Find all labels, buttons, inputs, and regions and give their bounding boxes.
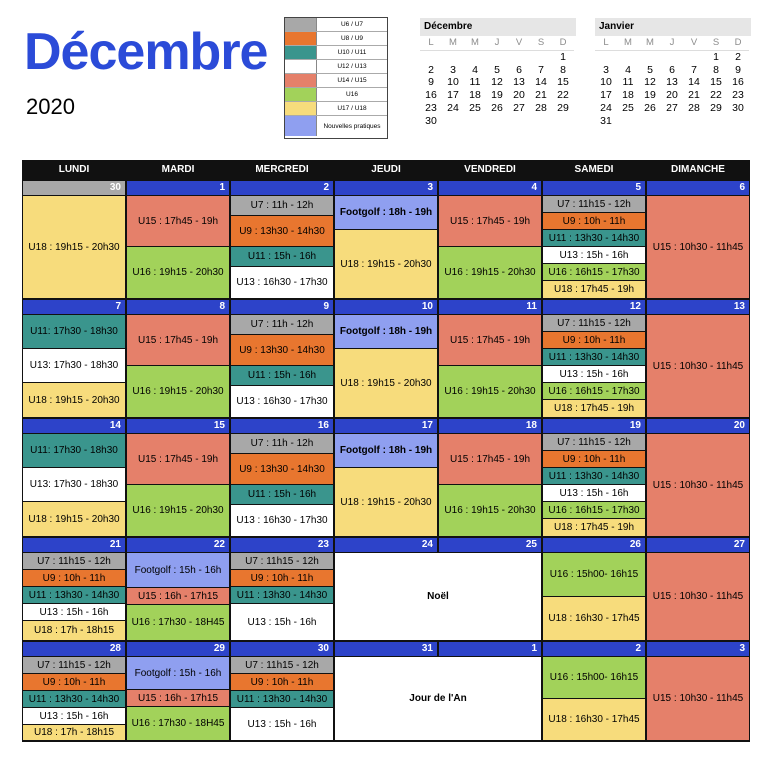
training-slot[interactable]: Footgolf : 18h - 19h — [335, 196, 437, 229]
mini-day: 19 — [644, 89, 656, 102]
mini-day-empty — [486, 51, 508, 64]
training-slot[interactable]: U7 : 11h - 12h — [231, 315, 333, 334]
mini-day: 7 — [538, 63, 544, 76]
weekday-initial: M — [442, 37, 464, 51]
weekday-header-samedi: SAMEDI — [574, 164, 614, 175]
legend-swatch — [285, 88, 317, 101]
year-label: 2020 — [26, 94, 75, 119]
training-slot[interactable]: U13 : 15h - 16h — [23, 708, 125, 724]
mini-day: 19 — [491, 89, 503, 102]
day-number-bar: 31 — [335, 642, 437, 656]
mini-day: 22 — [710, 89, 722, 102]
mini-day: 9 — [428, 76, 434, 89]
legend-label: Nouvelles pratiques — [323, 122, 381, 130]
mini-calendar-grid — [595, 37, 751, 128]
training-slot[interactable]: U15 : 17h45 - 19h — [439, 434, 541, 484]
day-number-bar: 5 — [543, 181, 645, 195]
training-slot[interactable]: U15 : 10h30 - 11h45 — [647, 315, 749, 417]
training-slot[interactable]: U18 : 19h15 - 20h30 — [23, 383, 125, 417]
training-slot[interactable]: U16 : 16h15 - 17h30 — [543, 502, 645, 518]
training-slot[interactable]: U15 : 16h - 17h15 — [127, 588, 229, 604]
mini-day: 30 — [732, 101, 744, 114]
month-calendar — [22, 160, 750, 742]
weekday-header-jeudi: JEUDI — [371, 164, 401, 175]
training-slot[interactable]: U11 : 15h - 16h — [231, 366, 333, 385]
day-number-bar: 19 — [543, 419, 645, 433]
mini-day: 23 — [425, 101, 437, 114]
training-slot[interactable]: U13 : 15h - 16h — [23, 604, 125, 620]
weekday-header-mercredi: MERCREDI — [255, 164, 309, 175]
training-slot[interactable]: U11 : 13h30 - 14h30 — [231, 691, 333, 707]
mini-day: 25 — [469, 101, 481, 114]
mini-day: 1 — [560, 50, 566, 63]
training-slot[interactable]: U7 : 11h - 12h — [231, 196, 333, 215]
training-slot[interactable]: U18 : 17h45 - 19h — [543, 519, 645, 536]
day-number-bar: 24 — [335, 538, 437, 552]
mini-day: 21 — [688, 89, 700, 102]
mini-day: 28 — [535, 101, 547, 114]
mini-day-empty — [683, 51, 705, 64]
training-slot[interactable]: U7 : 11h15 - 12h — [23, 657, 125, 673]
mini-day: 2 — [428, 63, 434, 76]
mini-day-empty — [420, 51, 442, 64]
mini-day: 17 — [600, 89, 612, 102]
day-number-bar: 10 — [335, 300, 437, 314]
mini-day: 7 — [691, 63, 697, 76]
legend-label: U14 / U15 — [337, 77, 367, 84]
legend-swatch — [285, 116, 317, 136]
day-number-bar: 2 — [231, 181, 333, 195]
legend-row — [285, 88, 387, 102]
weekday-initial: S — [705, 37, 727, 51]
mini-day: 20 — [666, 89, 678, 102]
training-slot[interactable]: U11 : 13h30 - 14h30 — [543, 468, 645, 484]
training-slot[interactable]: U11 : 15h - 16h — [231, 485, 333, 504]
legend-row — [285, 74, 387, 88]
mini-day: 13 — [513, 76, 525, 89]
weekday-initial: J — [486, 37, 508, 51]
training-slot[interactable]: U18 : 19h15 - 20h30 — [335, 230, 437, 298]
training-slot[interactable]: U9 : 13h30 - 14h30 — [231, 454, 333, 484]
mini-day: 6 — [516, 63, 522, 76]
day-number-bar: 3 — [647, 642, 749, 656]
mini-day: 25 — [622, 101, 634, 114]
mini-day: 21 — [535, 89, 547, 102]
weekday-initial: M — [464, 37, 486, 51]
mini-day: 4 — [472, 63, 478, 76]
mini-day-empty — [508, 51, 530, 64]
day-number-bar: 22 — [127, 538, 229, 552]
legend-row — [285, 46, 387, 60]
training-slot[interactable]: U7 : 11h - 12h — [231, 434, 333, 453]
mini-day: 28 — [688, 101, 700, 114]
legend-swatch — [285, 32, 317, 45]
training-slot[interactable]: U9 : 10h - 11h — [543, 451, 645, 467]
mini-calendar-title: Janvier — [595, 18, 751, 36]
legend-row — [285, 116, 387, 136]
training-slot[interactable]: U9 : 13h30 - 14h30 — [231, 216, 333, 246]
day-number-bar: 29 — [127, 642, 229, 656]
training-slot[interactable]: U15 : 10h30 - 11h45 — [647, 196, 749, 298]
mini-day: 24 — [447, 101, 459, 114]
training-slot[interactable]: U16 : 17h30 - 18H45 — [127, 605, 229, 640]
mini-day: 23 — [732, 89, 744, 102]
legend-row — [285, 32, 387, 46]
training-slot[interactable]: U16 : 19h15 - 20h30 — [439, 247, 541, 298]
day-number-bar: 16 — [231, 419, 333, 433]
training-slot[interactable]: U18 : 19h15 - 20h30 — [23, 502, 125, 536]
mini-day: 4 — [625, 63, 631, 76]
mini-day: 14 — [688, 76, 700, 89]
weekday-initial: L — [595, 37, 617, 51]
training-slot[interactable]: U13: 17h30 - 18h30 — [23, 468, 125, 501]
day-number-bar: 15 — [127, 419, 229, 433]
mini-day: 12 — [491, 76, 503, 89]
mini-day: 1 — [713, 50, 719, 63]
training-slot[interactable]: U18 : 19h15 - 20h30 — [335, 468, 437, 536]
day-number-bar: 6 — [647, 181, 749, 195]
day-number-bar: 7 — [23, 300, 125, 314]
training-slot[interactable]: U11: 17h30 - 18h30 — [23, 315, 125, 348]
legend-label: U6 / U7 — [340, 21, 364, 28]
training-slot[interactable]: U11 : 13h30 - 14h30 — [23, 587, 125, 603]
training-slot[interactable]: Footgolf : 18h - 19h — [335, 315, 437, 348]
training-slot[interactable]: U18 : 16h30 - 17h45 — [543, 699, 645, 740]
mini-day: 15 — [557, 76, 569, 89]
training-slot[interactable]: U18 : 16h30 - 17h45 — [543, 597, 645, 640]
mini-day: 16 — [732, 76, 744, 89]
mini-day-empty — [595, 51, 617, 64]
training-slot[interactable]: U13: 17h30 - 18h30 — [23, 349, 125, 382]
mini-day: 10 — [600, 76, 612, 89]
day-number-bar: 1 — [127, 181, 229, 195]
training-slot[interactable]: U13 : 15h - 16h — [543, 485, 645, 501]
mini-day: 27 — [666, 101, 678, 114]
weekday-header-lundi: LUNDI — [58, 164, 90, 175]
mini-day: 27 — [513, 101, 525, 114]
weekday-initial: J — [661, 37, 683, 51]
training-slot[interactable]: U13 : 16h30 - 17h30 — [231, 386, 333, 417]
mini-day: 12 — [644, 76, 656, 89]
training-slot[interactable]: U16 : 19h15 - 20h30 — [439, 366, 541, 417]
weekday-initial: L — [420, 37, 442, 51]
training-slot[interactable]: U16 : 19h15 - 20h30 — [127, 247, 229, 298]
mini-day: 3 — [450, 63, 456, 76]
weekday-header-vendredi: VENDREDI — [464, 164, 516, 175]
training-slot[interactable]: Footgolf : 15h - 16h — [127, 553, 229, 587]
mini-day: 30 — [425, 114, 437, 127]
legend-label: U12 / U13 — [337, 63, 367, 70]
mini-day: 13 — [666, 76, 678, 89]
day-number-bar: 30 — [231, 642, 333, 656]
mini-day: 16 — [425, 89, 437, 102]
training-slot[interactable]: U16 : 16h15 - 17h30 — [543, 383, 645, 399]
legend-swatch — [285, 74, 317, 87]
training-slot[interactable]: U16 : 19h15 - 20h30 — [127, 485, 229, 536]
training-slot[interactable]: U16 : 15h00- 16h15 — [543, 553, 645, 596]
mini-day-empty — [639, 51, 661, 64]
day-number-bar: 20 — [647, 419, 749, 433]
day-number-bar: 3 — [335, 181, 437, 195]
training-slot[interactable]: U9 : 13h30 - 14h30 — [231, 335, 333, 365]
weekday-initial: S — [530, 37, 552, 51]
training-slot[interactable]: U15 : 17h45 - 19h — [127, 434, 229, 484]
mini-day: 29 — [557, 101, 569, 114]
mini-day: 31 — [600, 114, 612, 127]
training-slot[interactable]: U15 : 17h45 - 19h — [127, 315, 229, 365]
training-slot[interactable]: U7 : 11h15 - 12h — [23, 553, 125, 569]
legend-row — [285, 18, 387, 32]
weekday-initial: M — [617, 37, 639, 51]
training-slot[interactable]: U11 : 13h30 - 14h30 — [543, 230, 645, 246]
day-number-bar: 12 — [543, 300, 645, 314]
weekday-initial: M — [639, 37, 661, 51]
training-slot[interactable]: U15 : 17h45 - 19h — [439, 315, 541, 365]
day-number-bar: 4 — [439, 181, 541, 195]
training-slot[interactable]: Footgolf : 18h - 19h — [335, 434, 437, 467]
mini-day: 17 — [447, 89, 459, 102]
legend-swatch — [285, 102, 317, 115]
mini-day: 22 — [557, 89, 569, 102]
day-number-bar: 25 — [439, 538, 541, 552]
training-slot[interactable]: U16 : 17h30 - 18H45 — [127, 707, 229, 740]
holiday-cell: Noël — [335, 553, 541, 640]
day-number-bar: 18 — [439, 419, 541, 433]
training-slot[interactable]: U18 : 17h45 - 19h — [543, 281, 645, 298]
day-number-bar: 27 — [647, 538, 749, 552]
mini-calendar-title: Décembre — [420, 18, 576, 36]
legend-swatch — [285, 60, 317, 73]
training-slot[interactable]: U9 : 10h - 11h — [231, 674, 333, 690]
mini-day-empty — [661, 51, 683, 64]
training-slot[interactable]: U7 : 11h15 - 12h — [543, 196, 645, 212]
weekday-initial: V — [683, 37, 705, 51]
training-slot[interactable]: U13 : 16h30 - 17h30 — [231, 267, 333, 298]
training-slot[interactable]: U11 : 13h30 - 14h30 — [231, 587, 333, 603]
mini-day: 5 — [494, 63, 500, 76]
mini-day: 26 — [644, 101, 656, 114]
training-slot[interactable]: U9 : 10h - 11h — [543, 332, 645, 348]
training-slot[interactable]: U16 : 16h15 - 17h30 — [543, 264, 645, 280]
mini-day: 14 — [535, 76, 547, 89]
training-slot[interactable]: Footgolf : 15h - 16h — [127, 657, 229, 689]
weekday-initial: D — [727, 37, 749, 51]
mini-day: 18 — [622, 89, 634, 102]
day-number-bar: 26 — [543, 538, 645, 552]
day-number-bar: 17 — [335, 419, 437, 433]
training-slot[interactable]: U18 : 17h - 18h15 — [23, 621, 125, 640]
training-slot[interactable]: U16 : 19h15 - 20h30 — [439, 485, 541, 536]
training-slot[interactable]: U9 : 10h - 11h — [543, 213, 645, 229]
mini-day: 6 — [669, 63, 675, 76]
training-slot[interactable]: U7 : 11h15 - 12h — [543, 315, 645, 331]
mini-day-empty — [617, 51, 639, 64]
training-slot[interactable]: U9 : 10h - 11h — [23, 674, 125, 690]
training-slot[interactable]: U18 : 17h45 - 19h — [543, 400, 645, 417]
mini-day: 2 — [735, 50, 741, 63]
mini-calendar-grid — [420, 37, 576, 128]
legend-label: U8 / U9 — [340, 35, 364, 42]
holiday-cell: Jour de l'An — [335, 657, 541, 740]
mini-day: 24 — [600, 101, 612, 114]
mini-day: 9 — [735, 63, 741, 76]
legend-row — [285, 102, 387, 116]
training-slot[interactable]: U11 : 13h30 - 14h30 — [23, 691, 125, 707]
mini-day: 8 — [560, 63, 566, 76]
training-slot[interactable]: U15 : 17h45 - 19h — [127, 196, 229, 246]
day-number-bar: 23 — [231, 538, 333, 552]
day-number-bar: 8 — [127, 300, 229, 314]
training-slot[interactable]: U7 : 11h15 - 12h — [231, 553, 333, 569]
training-slot[interactable]: U13 : 15h - 16h — [231, 604, 333, 640]
training-slot[interactable]: U13 : 16h30 - 17h30 — [231, 505, 333, 536]
day-number-bar: 13 — [647, 300, 749, 314]
training-slot[interactable]: U13 : 15h - 16h — [231, 708, 333, 740]
training-slot[interactable]: U13 : 15h - 16h — [543, 247, 645, 263]
legend-row — [285, 60, 387, 74]
day-number-bar: 28 — [23, 642, 125, 656]
legend-label: U17 / U18 — [337, 105, 367, 112]
legend-label: U16 — [346, 91, 358, 98]
training-slot[interactable]: U15 : 17h45 - 19h — [439, 196, 541, 246]
training-slot[interactable]: U9 : 10h - 11h — [23, 570, 125, 586]
training-slot[interactable]: U18 : 17h - 18h15 — [23, 725, 125, 740]
mini-day-empty — [442, 51, 464, 64]
training-slot[interactable]: U15 : 10h30 - 11h45 — [647, 553, 749, 640]
mini-day: 18 — [469, 89, 481, 102]
day-number-bar: 2 — [543, 642, 645, 656]
legend-label: U10 / U11 — [337, 49, 367, 56]
day-number-bar: 30 — [23, 181, 125, 195]
training-slot[interactable]: U11 : 13h30 - 14h30 — [543, 349, 645, 365]
training-slot[interactable]: U15 : 16h - 17h15 — [127, 690, 229, 706]
training-slot[interactable]: U11: 17h30 - 18h30 — [23, 434, 125, 467]
mini-day: 5 — [647, 63, 653, 76]
training-slot[interactable]: U15 : 10h30 - 11h45 — [647, 657, 749, 740]
training-slot[interactable]: U7 : 11h15 - 12h — [231, 657, 333, 673]
weekday-initial: D — [552, 37, 574, 51]
weekday-header-mardi: MARDI — [161, 164, 195, 175]
mini-day: 20 — [513, 89, 525, 102]
weekday-initial: V — [508, 37, 530, 51]
mini-calendar-decembre — [420, 18, 576, 128]
mini-day: 10 — [447, 76, 459, 89]
day-number-bar: 21 — [23, 538, 125, 552]
day-number-bar: 11 — [439, 300, 541, 314]
training-slot[interactable]: U18 : 19h15 - 20h30 — [335, 349, 437, 417]
legend — [284, 17, 388, 139]
training-slot[interactable]: U16 : 19h15 - 20h30 — [127, 366, 229, 417]
mini-calendar-janvier — [595, 18, 751, 128]
legend-swatch — [285, 18, 317, 31]
training-slot[interactable]: U13 : 15h - 16h — [543, 366, 645, 382]
mini-day: 3 — [603, 63, 609, 76]
mini-day: 11 — [622, 76, 634, 89]
training-slot[interactable]: U15 : 10h30 - 11h45 — [647, 434, 749, 536]
training-slot[interactable]: U7 : 11h15 - 12h — [543, 434, 645, 450]
training-slot[interactable]: U16 : 15h00- 16h15 — [543, 657, 645, 698]
training-slot[interactable]: U9 : 10h - 11h — [231, 570, 333, 586]
mini-day: 15 — [710, 76, 722, 89]
mini-day: 8 — [713, 63, 719, 76]
mini-day: 26 — [491, 101, 503, 114]
page-title: Décembre — [24, 23, 268, 81]
training-slot[interactable]: U11 : 15h - 16h — [231, 247, 333, 266]
training-slot[interactable]: U18 : 19h15 - 20h30 — [23, 196, 125, 298]
mini-day: 11 — [469, 76, 481, 89]
day-number-bar: 1 — [439, 642, 541, 656]
mini-day-empty — [530, 51, 552, 64]
mini-day-empty — [464, 51, 486, 64]
weekday-header-dimanche: DIMANCHE — [671, 164, 725, 175]
day-number-bar: 14 — [23, 419, 125, 433]
day-number-bar: 9 — [231, 300, 333, 314]
legend-swatch — [285, 46, 317, 59]
mini-day: 29 — [710, 101, 722, 114]
